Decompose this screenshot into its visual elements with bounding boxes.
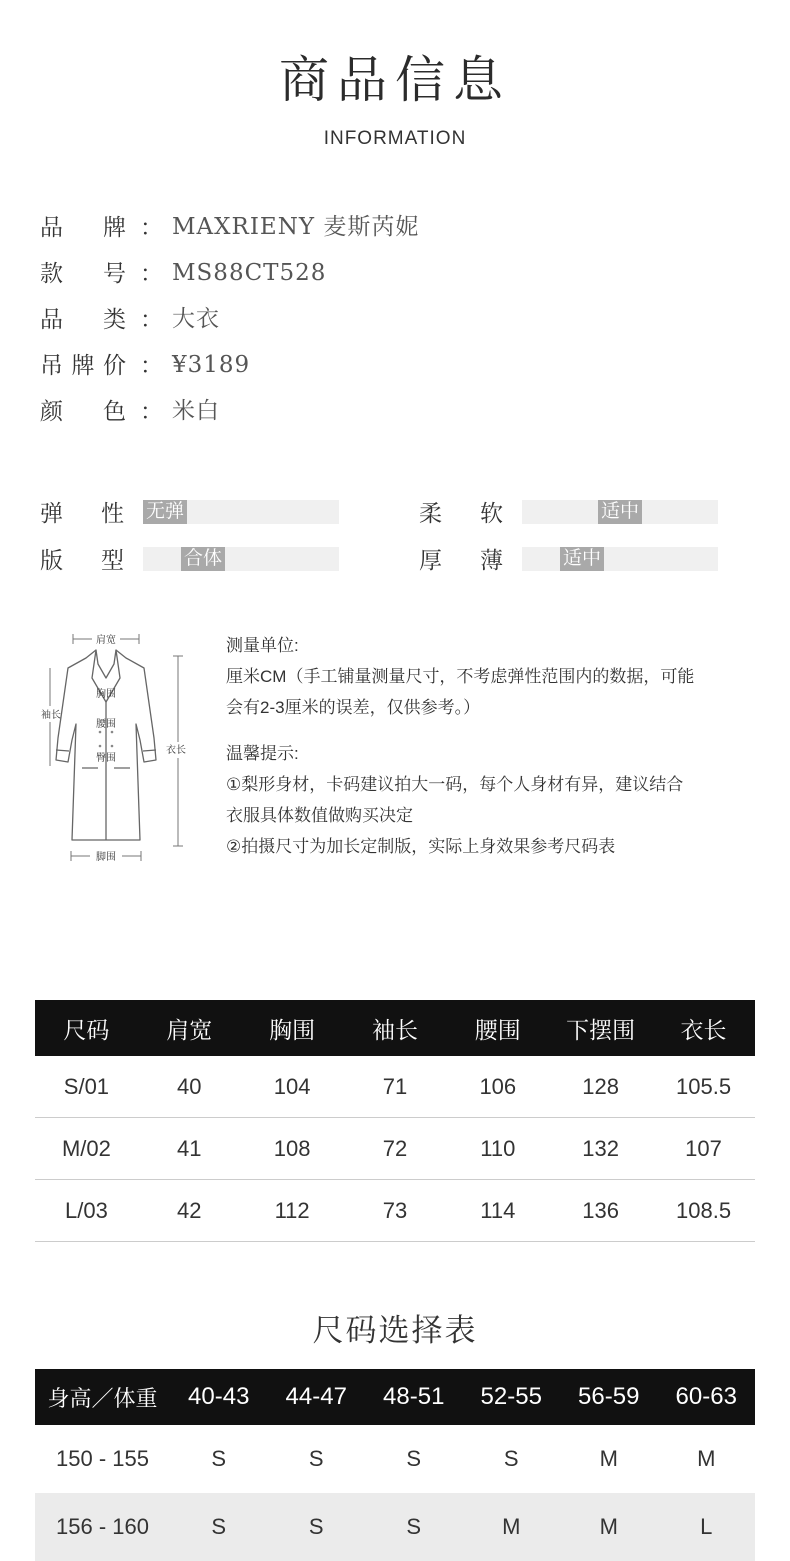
label-chest: 胸围 — [96, 689, 116, 700]
tip-text: ②拍摄尺寸为加长定制版，实际上身效果参考尺码表 — [226, 837, 616, 856]
table-row: L/03 42 112 73 114 136 108.5 — [35, 1180, 755, 1242]
info-value-brand: MAXRIENY 麦斯芮妮 — [172, 214, 420, 240]
attr-thickness: 厚 薄 适中 — [419, 545, 729, 575]
attr-level-chip: 合体 — [181, 547, 225, 571]
table-header-row — [35, 1000, 755, 1056]
unit-title: 测量单位: — [226, 636, 299, 655]
unit-text: 厘米CM（手工铺量测量尺寸，不考虑弹性范围内的数据，可能 — [226, 667, 695, 686]
attr-level-chip: 无弹 — [143, 500, 187, 524]
attr-level-chip: 适中 — [598, 500, 642, 524]
attr-fit: 版 型 合体 — [40, 545, 350, 575]
info-label: 品 类 — [40, 306, 126, 332]
page-title: 商品信息 — [279, 51, 511, 109]
label-sleeve: 袖长 — [41, 710, 61, 721]
label-shoulder: 肩宽 — [96, 635, 116, 646]
page-subtitle: INFORMATION — [323, 128, 467, 149]
info-label: 品 牌 — [40, 214, 126, 240]
table-row: 150 - 155 S S S S M M — [56, 1446, 716, 1471]
coat-outline-icon — [36, 628, 196, 868]
col-header: 60-63 — [658, 1369, 756, 1425]
col-header: 尺码 — [35, 1000, 138, 1056]
attr-bar — [522, 547, 718, 571]
table-row: M/02 41 108 72 110 132 107 — [35, 1118, 755, 1180]
attr-softness: 柔 软 适中 — [419, 498, 729, 528]
attr-bar — [143, 500, 339, 524]
unit-text: 会有2-3厘米的误差，仅供参考。） — [226, 698, 481, 717]
col-header: 44-47 — [268, 1369, 366, 1425]
col-header: 56-59 — [560, 1369, 658, 1425]
tip-title: 温馨提示: — [226, 744, 299, 763]
info-label: 款 号 — [40, 260, 126, 286]
col-header: 袖长 — [344, 1000, 447, 1056]
col-header: 衣长 — [652, 1000, 755, 1056]
col-header: 腰围 — [446, 1000, 549, 1056]
attr-elasticity: 弹 性 无弹 — [40, 498, 350, 528]
info-label: 吊 牌 价 — [40, 352, 126, 378]
col-header: 40-43 — [170, 1369, 268, 1425]
label-hem: 脚围 — [96, 852, 116, 863]
attr-bar — [522, 500, 718, 524]
col-header: 肩宽 — [138, 1000, 241, 1056]
col-header: 48-51 — [365, 1369, 463, 1425]
tip-text: 衣服具体数值做购买决定 — [226, 806, 413, 825]
table-row: 156 - 160 S S S M M L — [35, 1493, 755, 1561]
size-select-title: 尺码选择表 — [312, 1313, 478, 1348]
col-header: 下摆围 — [549, 1000, 652, 1056]
info-value-price: ¥3189 — [172, 352, 251, 378]
col-header: 身高／体重 — [35, 1369, 170, 1425]
info-label: 颜 色 — [40, 398, 126, 424]
col-header: 52-55 — [463, 1369, 561, 1425]
table-header-row — [35, 1369, 755, 1425]
info-value-category: 大衣 — [172, 306, 220, 332]
label-hip: 臀围 — [96, 753, 116, 764]
measurement-notes — [226, 630, 746, 862]
label-waist: 腰围 — [96, 719, 116, 730]
coat-measurement-diagram — [36, 628, 196, 868]
label-length: 衣长 — [166, 745, 186, 756]
info-value-style-number: MS88CT528 — [172, 260, 327, 286]
info-value-color: 米白 — [172, 398, 220, 424]
col-header: 胸围 — [241, 1000, 344, 1056]
size-select-table — [35, 1369, 755, 1561]
attr-bar — [143, 547, 339, 571]
size-table — [35, 1000, 755, 1242]
attr-level-chip: 适中 — [560, 547, 604, 571]
tip-text: ①梨形身材，卡码建议拍大一码，每个人身材有异，建议结合 — [226, 775, 684, 794]
table-row: S/01 40 104 71 106 128 105.5 — [35, 1056, 755, 1118]
